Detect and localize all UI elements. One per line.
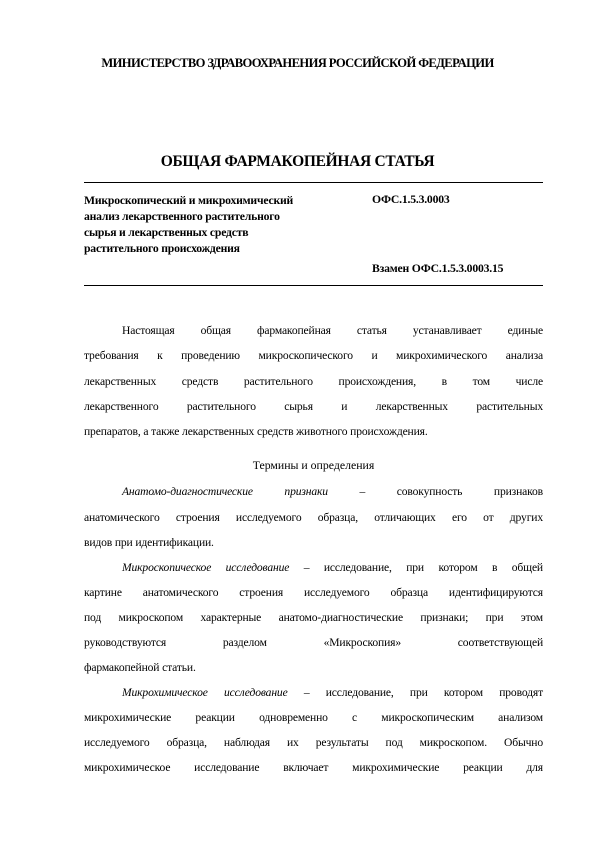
definition-term: Анатомо-диагностические признаки xyxy=(122,485,328,498)
definition-line: анатомического строения исследуемого образца, отличающих его от других xyxy=(84,511,543,524)
document-type: ОБЩАЯ ФАРМАКОПЕЙНАЯ СТАТЬЯ xyxy=(160,153,435,170)
definition-text: – исследование, при котором проводят xyxy=(287,686,543,699)
monograph-code: ОФС.1.5.3.0003 xyxy=(372,193,450,206)
definition-line: исследуемого образца, наблюдая их результаты под микроскопом. Обычно xyxy=(84,736,543,749)
definition-line: микрохимические реакции одновременно с микроскопическим анализом xyxy=(84,711,543,724)
intro-line: требования к проведению микроскопического и микрохимического анализа xyxy=(84,349,543,362)
intro-line: лекарственного растительного сырья и лекарственных растительных xyxy=(84,400,543,413)
monograph-title-line: растительного происхождения xyxy=(84,242,240,255)
ministry-title: МИНИСТЕРСТВО ЗДРАВООХРАНЕНИЯ РОССИЙСКОЙ ФЕДЕРАЦИИ xyxy=(101,56,494,70)
intro-line: препаратов, а также лекарственных средств животного происхождения. xyxy=(84,425,428,438)
header-bottom-rule xyxy=(84,285,543,286)
replaces-code: Взамен ОФС.1.5.3.0003.15 xyxy=(372,262,504,275)
monograph-title xyxy=(84,193,354,257)
definition-term: Микрохимическое исследование xyxy=(122,686,288,699)
definition-line: под микроскопом характерные анатомо-диагностические признаки; при этом xyxy=(84,611,543,624)
definition-text: – совокупность признаков xyxy=(327,485,544,498)
definition-line: видов при идентификации. xyxy=(84,536,214,549)
definition-line: картине анатомического строения исследуемого образца идентифицируются xyxy=(84,586,543,599)
definition-text: – исследование, при котором в общей xyxy=(289,561,543,574)
monograph-title-line: Микроскопический и микрохимический xyxy=(84,194,294,207)
intro-line: Настоящая общая фармакопейная статья устанавливает единые xyxy=(122,324,543,337)
monograph-title-line: сырья и лекарственных средств xyxy=(84,226,249,239)
intro-line: лекарственных средств растительного происхождения, в том числе xyxy=(84,375,543,388)
section-heading: Термины и определения xyxy=(252,458,375,472)
definition-term: Микроскопическое исследование xyxy=(122,561,290,574)
definition-first-line xyxy=(122,483,543,500)
definition-first-line xyxy=(122,559,543,576)
header-top-rule xyxy=(84,182,543,183)
definition-line: фармакопейной статьи. xyxy=(84,661,196,674)
definition-line: микрохимическое исследование включает микрохимические реакции для xyxy=(84,761,543,774)
definition-first-line xyxy=(122,684,543,701)
definition-line: руководствуются разделом «Микроскопия» соответствующей xyxy=(84,636,543,649)
monograph-title-line: анализ лекарственного растительного xyxy=(84,210,280,223)
